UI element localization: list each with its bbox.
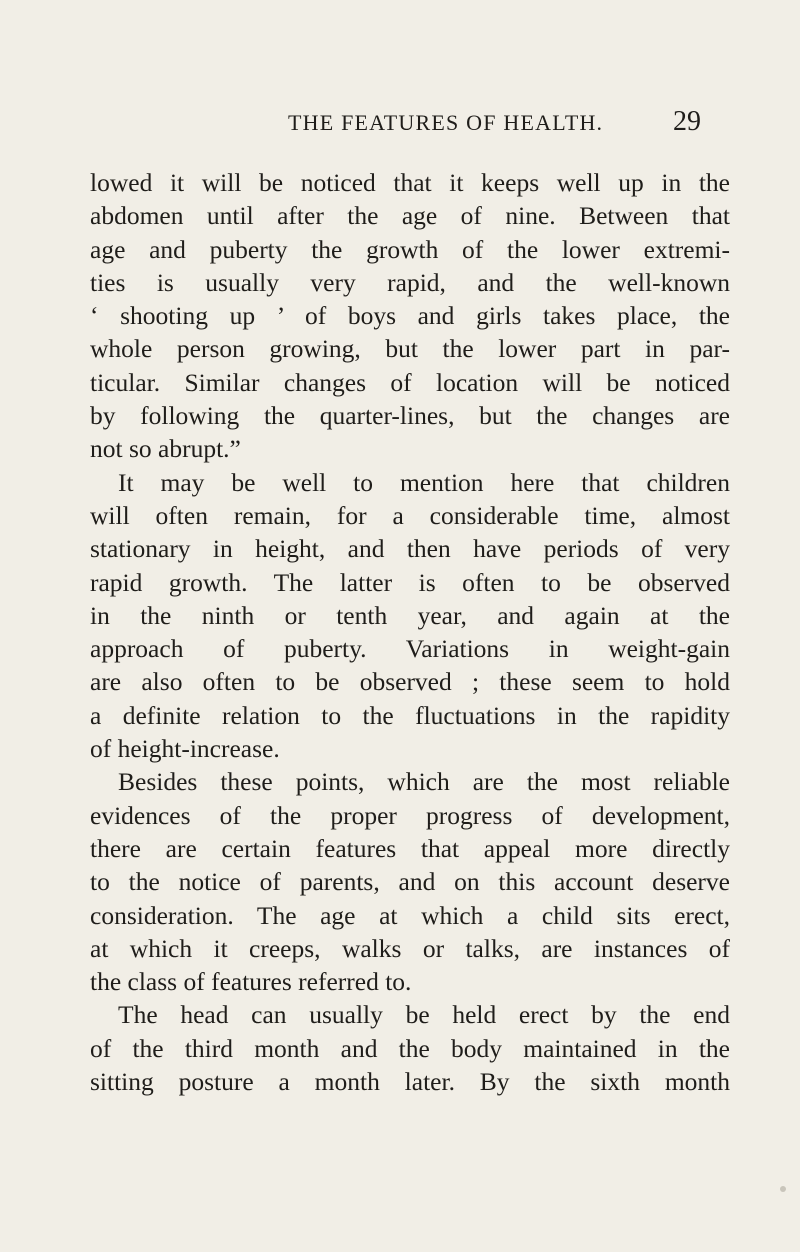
text-line: ticular. Similar changes of location will be noticed xyxy=(90,367,730,397)
text-line: stationary in height, and then have periods of very xyxy=(90,534,730,564)
text-line: to the notice of parents, and on this account deserve xyxy=(90,867,730,897)
paragraph xyxy=(90,765,730,998)
text-line: abdomen until after the age of nine. Between that xyxy=(90,201,730,231)
text-line: age and puberty the growth of the lower extremi- xyxy=(90,234,730,264)
text-line: whole person growing, but the lower part in par- xyxy=(90,334,730,364)
text-line: ties is usually very rapid, and the well-known xyxy=(90,267,730,297)
text-line: of height-increase. xyxy=(90,734,280,764)
text-line: of the third month and the body maintained in the xyxy=(90,1033,730,1063)
body-text xyxy=(90,166,730,1098)
text-line: in the ninth or tenth year, and again at the xyxy=(90,600,730,630)
text-line: lowed it will be noticed that it keeps well up in the xyxy=(90,168,730,197)
text-line: ‘ shooting up ’ of boys and girls takes place, the xyxy=(90,301,730,331)
text-line: by following the quarter-lines, but the changes are xyxy=(90,401,730,431)
text-line: the class of features referred to. xyxy=(90,967,412,997)
text-line: there are certain features that appeal more directly xyxy=(90,833,730,863)
text-line: Besides these points, which are the most reliable xyxy=(118,767,730,797)
text-line: not so abrupt.” xyxy=(90,434,241,464)
text-line: It may be well to mention here that children xyxy=(118,467,730,497)
running-title: THE FEATURES OF HEALTH. xyxy=(288,110,604,135)
text-line: are also often to be observed ; these seem to hold xyxy=(90,667,730,697)
text-line: evidences of the proper progress of development, xyxy=(90,800,730,830)
text-line: sitting posture a month later. By the sixth month xyxy=(90,1067,730,1097)
paragraph xyxy=(90,166,730,466)
text-line: rapid growth. The latter is often to be observed xyxy=(90,567,730,597)
page-number: 29 xyxy=(673,106,701,137)
text-line: at which it creeps, walks or talks, are instances of xyxy=(90,933,730,963)
text-line: The head can usually be held erect by the end xyxy=(118,1000,730,1030)
paper-speck xyxy=(780,1186,786,1192)
running-header xyxy=(288,106,728,144)
paragraph xyxy=(90,998,730,1098)
paragraph xyxy=(90,466,730,766)
text-line: a definite relation to the fluctuations in the rapidity xyxy=(90,700,730,730)
text-line: approach of puberty. Variations in weight-gain xyxy=(90,634,730,664)
text-line: will often remain, for a considerable time, almost xyxy=(90,500,730,530)
text-line: consideration. The age at which a child sits erect, xyxy=(90,900,730,930)
